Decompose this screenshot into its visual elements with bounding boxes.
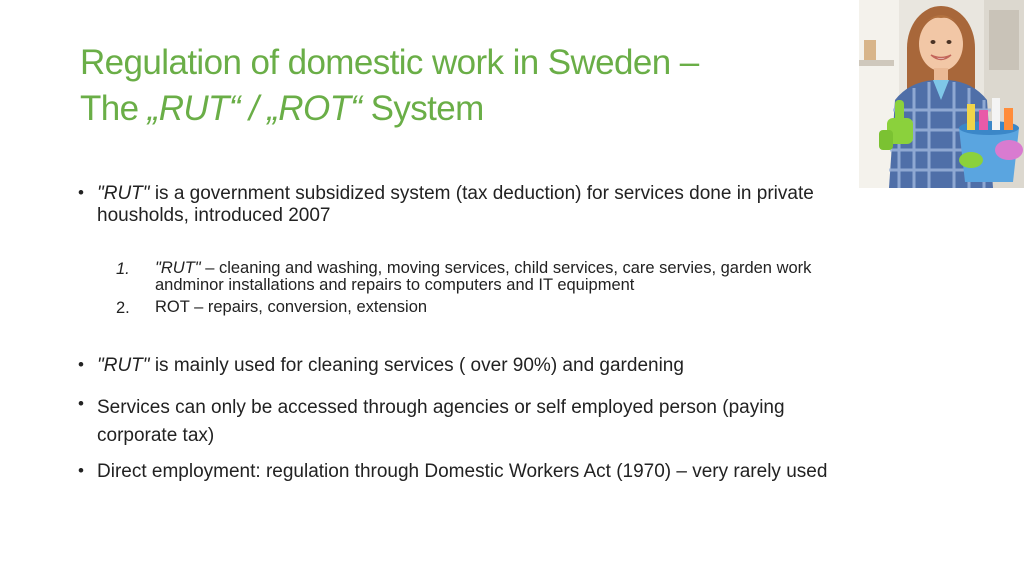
bullet-text (97, 183, 977, 227)
numbered-text (155, 299, 935, 316)
numbered-marker: 2. (116, 299, 130, 317)
bullet-line-1: Direct employment: regulation through Domestic Workers Act (1970) – very rarely used (97, 461, 828, 482)
bullet-marker: • (78, 461, 84, 480)
bullet-marker: • (78, 183, 84, 202)
bullet-marker: • (78, 394, 84, 413)
title-line-2-italic: „RUT“ / „ROT“ (147, 89, 362, 128)
bullet-italic: "RUT" (97, 355, 150, 376)
title-line-1: Regulation of domestic work in Sweden – (80, 43, 699, 82)
bullet-text (97, 461, 977, 483)
bullet-line-1: is mainly used for cleaning services ( over 90%) and gardening (149, 355, 684, 376)
title-line-2-prefix: The (80, 89, 148, 128)
bullet-line-2: housholds, introduced 2007 (97, 205, 331, 226)
title-line-2-suffix: System (361, 89, 484, 128)
bullet-text (97, 355, 977, 377)
woman-cleaning-photo (859, 0, 1024, 188)
numbered-line-1: – cleaning and washing, moving services, child services, care servies, garden work (200, 259, 812, 277)
numbered-marker: 1. (116, 260, 130, 278)
bullet-line-1: is a government subsidized system (tax deduction) for services done in private (149, 183, 814, 204)
bullet-marker: • (78, 355, 84, 374)
bullet-italic: "RUT" (97, 183, 150, 204)
bullet-line-2: corporate tax) (97, 425, 215, 446)
numbered-italic: "RUT" (155, 259, 201, 277)
slide-title (80, 40, 699, 132)
numbered-text (155, 260, 935, 294)
numbered-line-1: ROT – repairs, conversion, extension (155, 298, 428, 316)
numbered-line-2: andminor installations and repairs to computers and IT equipment (155, 276, 635, 294)
bullet-line-1: Services can only be accessed through agencies or self employed person (paying (97, 397, 785, 418)
title-line-2 (80, 86, 699, 132)
bullet-text (97, 394, 977, 450)
